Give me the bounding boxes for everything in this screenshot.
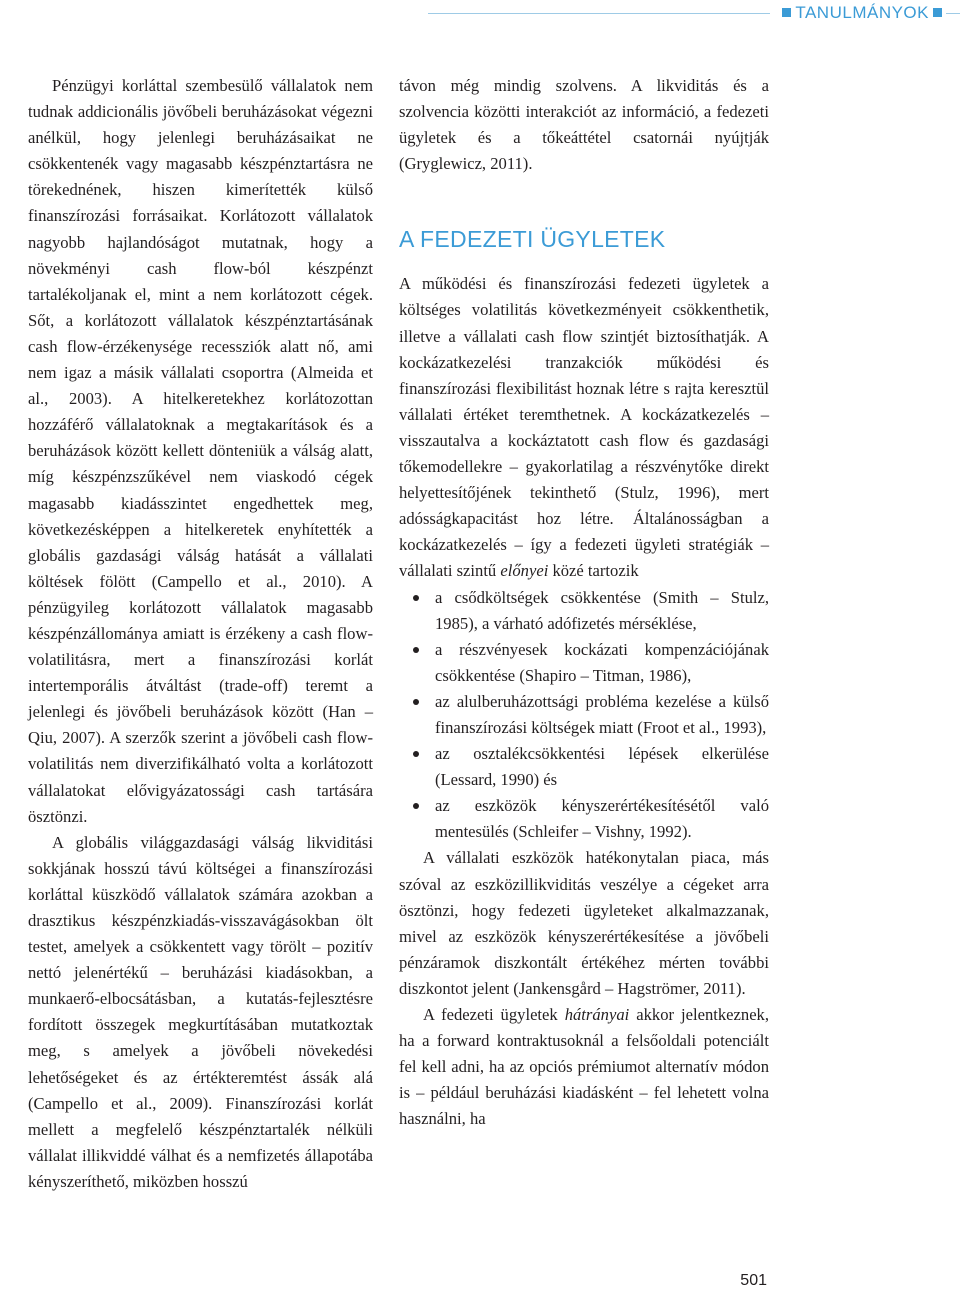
body-paragraph: Pénzügyi korláttal szembesülő vállalatok nem tudnak addicionális jövőbeli beruházásokat végezni anélkül, hogy jelenlegi beruházásaikat ne csökkentenék vagy magasabb készpénztartásra ne törekednének, hiszen kimerítették külső finanszírozási forrásaikat. Korlátozott vállalatok nagyobb hajlandóságot mutatnak, hogy a növekményi cash flow-ból készpénzt tartalékoljanak el, mint a nem korlátozott cégek. Sőt, a korlátozott vállalatok készpénztartásának cash flow-érzékenysége recessziók alatt nő, ami nem igaz a másik vállalati csoportra (Almeida et al., 2003). A hitelkeretekhez korlátozottan hozzáférő vállalatoknak a megtakarítások és a beruházások között kellett dönteniük a válság alatt, míg készpénzszűkével nem viaskodó cégek magasabb kiadásszintet engedhettek meg, következésképpen a hitelkeretek enyhítették a globális gazdasági válság hatását a vállalati költések fölött (Campello et al., 2010). A pénzügyileg korlátozott vállalatok magasabb készpénzállománya amiatt is érzékeny a cash flow-volatilitásra, mert a finanszírozási korlát intertemporális átváltást (trade-off) teremt a jelenlegi és jövőbeli beruházások között (Han – Qiu, 2007). A szerzők szerint a jövőbeli cash flow-volatilitás nem diverzifikálható volta a korlátozott vállalatokat elővigyázatossági cash tartására ösztönzi.	[28, 76, 373, 826]
list-item: az alulberuházottsági probléma kezelése a külső finanszírozási költségek miatt (Froot et al., 1993),	[399, 689, 769, 741]
body-paragraph: A globális világgazdasági válság likviditási sokkjának hosszú távú költségei a finanszírozási korláttal küszködő vállalatok számára azokban a drasztikus készpénzkiadás-visszavágásokban ölt testet, amelyek a csökkentett vagy törölt – pozitív nettó jelenértékű – beruházási kiadásokban, a munkaerő-elbocsátásban, a kutatás-fejlesztésre fordított összegek megkurtításában mutatkoztak meg, s amelyek a jövőbeli növekedési lehetőségeket és az értékteremtést ássák alá (Campello et al., 2009). Finanszírozási korlát mellett a megfelelő készpénztartalék nélküli vállalat illikviddé válhat és a nemfizetés állapotába kényszeríthető, miközben hosszú	[28, 832, 373, 1191]
square-bullet-icon	[933, 8, 942, 17]
text-run: akkor jelentkeznek, ha a forward kontraktusoknál a felsőoldali potenciált fel kell adni, ha az opciós prémiumot alternatív módon is – például beruházási kiadásként – fel lehetett volna használni, ha	[399, 1005, 769, 1129]
body-paragraph	[399, 1002, 769, 1132]
text-run: A fedezeti ügyletek	[423, 1005, 565, 1024]
running-header	[770, 3, 946, 23]
benefits-list	[399, 585, 769, 846]
section-heading: A FEDEZETI ÜGYLETEK	[399, 226, 666, 253]
body-paragraph	[399, 271, 769, 584]
italic-term: hátrányai	[564, 1005, 630, 1024]
list-item: az osztalékcsökkentési lépések elkerülése (Lessard, 1990) és	[399, 741, 769, 793]
section-title: TANULMÁNYOK	[795, 3, 929, 22]
list-item: az eszközök kényszerértékesítésétől való mentesülés (Schleifer – Vishny, 1992).	[399, 793, 769, 845]
square-bullet-icon	[782, 8, 791, 17]
body-paragraph: távon még mindig szolvens. A likviditás és a szolvencia közötti interakciót az információ, a fedezeti ügyletek és a tőkeáttétel csatornái nyújtják (Gryglewicz, 2011).	[399, 76, 769, 174]
italic-term: előnyei	[500, 561, 549, 581]
page-number: 501	[740, 1272, 767, 1289]
right-column	[399, 73, 769, 1132]
list-item: a csődköltségek csökkentése (Smith – Stulz, 1985), a várható adófizetés mérséklése,	[399, 585, 769, 637]
left-column	[28, 73, 373, 1195]
text-run: A működési és finanszírozási fedezeti ügyletek a költséges volatilitás következményeit csökkenthetik, illetve a vállalati cash flow szintjét biztosíthatják. A kockázatkezelési tranzakciók működési és finanszírozási flexibilitást hoznak létre s rajta keresztül vállalati értéket teremthetnek. A kockázatkezelés – visszautalva a kockáztatott cash flow és gazdasági tőkemodellekre – gyakorlatilag a részvénytőke direkt helyettesítőjének tekinthető (Stulz, 1996), mert adósságkapacitást hoz létre. Általánosságban a kockázatkezelés – így a fedezeti ügyleti stratégiák – vállalati szintű	[399, 274, 769, 581]
body-paragraph: A vállalati eszközök hatékonytalan piaca, más szóval az eszközillikviditás veszélye a cégeket arra ösztönzi, hogy fedezeti ügyleteket alkalmazzanak, mivel az eszközök kényszerértékesítése a jövőbeli pénzáramok diszkontált értékéhez mérten további diszkontot jelent (Jankensgård – Hagströmer, 2011).	[399, 848, 769, 998]
text-run: közé tartozik	[548, 561, 639, 581]
list-item: a részvényesek kockázati kompenzációjának csökkentése (Shapiro – Titman, 1986),	[399, 637, 769, 689]
